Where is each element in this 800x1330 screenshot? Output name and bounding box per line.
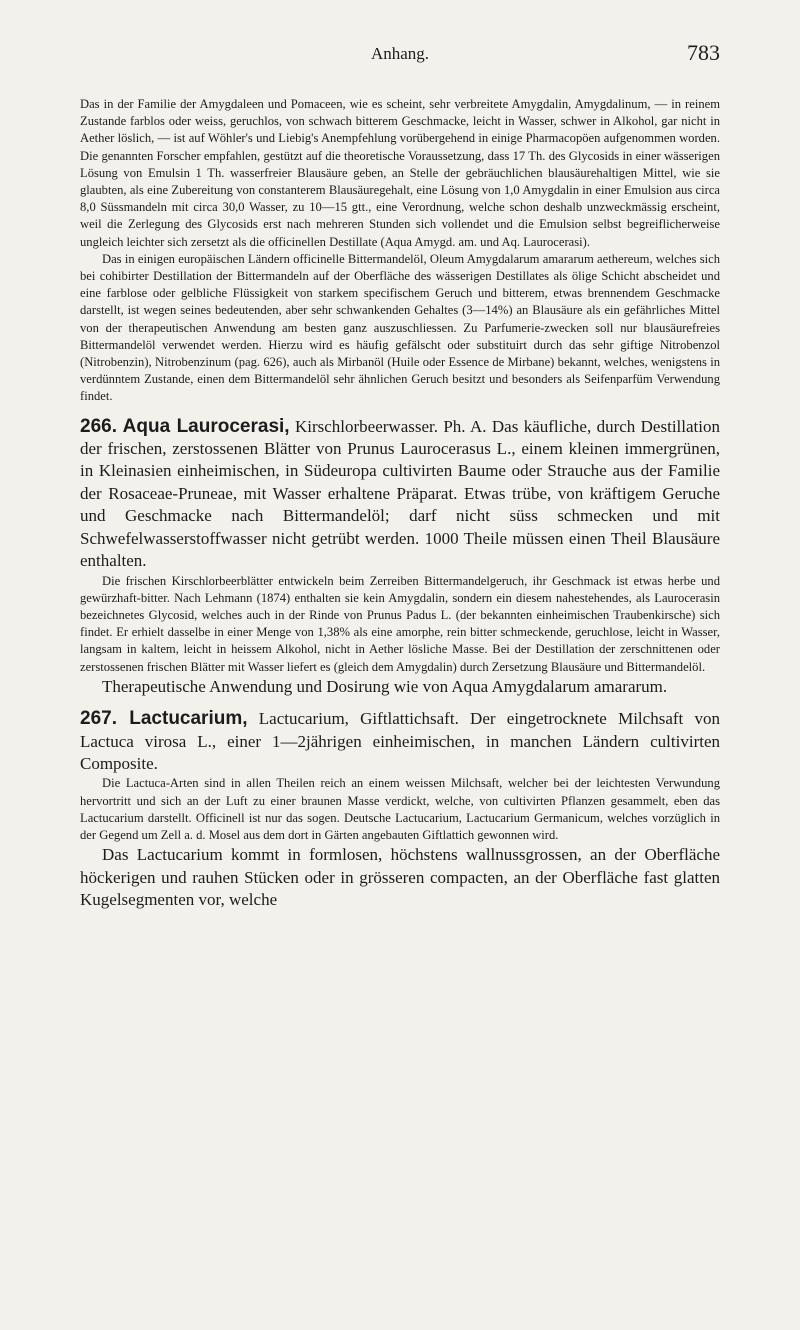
paragraph-lactuca-arten: Die Lactuca-Arten sind in allen Theilen reich an einem weissen Milchsaft, welcher bei der leichtesten Verwundung hervortritt und sich an der Luft zu einer braunen Masse verdickt, welche, von cultivirten Pflanzen gesammelt, eben das Lactucarium darstellt. Officinell ist nur das sogen. Deutsche Lactucarium, Lactucarium Germanicum, welches vorzüglich in der Gegend um Zell a. d. Mosel aus dem dort in Gärten angebauten Giftlattich gewonnen wird. (80, 776, 720, 842)
section-267-heading: 267. Lactucarium, (80, 708, 248, 730)
running-title: Anhang. (370, 44, 430, 63)
section-266-heading: 266. Aqua Laurocerasi, (80, 415, 290, 437)
paragraph-amygdalin: Das in der Familie der Amygdaleen und Pomaceen, wie es scheint, sehr verbreitete Amygdalin, Amygdalinum, — in reinem Zustande farblos oder weiss, geruchlos, von schwach bitterem Geschmacke, leicht in Wasser, schwer in Alkohol, gar nicht in Aether löslich, — ist auf Wöhler's und Liebig's Anempfehlung vorübergehend in einige Pharmacopöen aufgenommen worden. Die genannten Forscher empfahlen, gestützt auf die theoretische Voraussetzung, dass 17 Th. des Glycosids in einer wässerigen Lösung von Emulsin 1 Th. wasserfreier Blausäure geben, an Stelle der gebräuchlichen blausäurehaltigen Mittel, wie sie glaubten, als eine Zubereitung von constanterem Blausäuregehalt, eine Lösung von 1,0 Amygdalin in einer Emulsion aus circa 8,0 Süssmandeln mit circa 30,0 Wasser, zu 10—15 gtt., eine Verordnung, welche schon deshalb unzweckmässig erscheint, weil die Zerlegung des Glycosids erst nach mehreren Stunden sich vollendet und die Emulsion selbst begreiflicherweise ungleich leichter sich zersetzt als die officinellen Destillate (Aqua Amygd. am. und Aq. Laurocerasi). (80, 97, 720, 249)
paragraph-kirschlorbeer: Die frischen Kirschlorbeerblätter entwickeln beim Zerreiben Bittermandelgeruch, ihr Geschmack ist etwas herbe und gewürzhaft-bitter. Nach Lehmann (1874) enthalten sie kein Amygdalin, sondern ein diesem nahestehendes, als Laurocerasin bezeichnetes Glycosid, welches auch in der Rinde von Prunus Padus L. (der bekannten einheimischen Traubenkirsche) sich findet. Er erhielt dasselbe in einer Menge von 1,38% als eine amorphe, rein bitter schmeckende, geruchlose, leicht in Wasser, langsam in kaltem, leicht in heissem Alkohol, nicht in Aether lösliche Masse. Bei der Destillation der zerschnittenen oder zerstossenen frischen Blätter mit Wasser liefert es (gleich dem Amygdalin) durch Zersetzung Blausäure und Bittermandelöl. (80, 573, 720, 674)
section-267-lactucarium (80, 708, 720, 775)
section-266-text: Kirschlorbeerwasser. Ph. A. Das käufliche, durch Destillation der frischen, zerstossenen Blätter von Prunus Laurocerasus L., einem kleinen immergrünen, in Kleinasien einheimischen, in Südeuropa cultivirten Baume oder Strauche aus der Familie der Rosaceae-Pruneae, mit Wasser erhaltene Präparat. Etwas trübe, von kräftigem Geruche und Geschmacke nach Bittermandelöl; darf nicht süss schmecken und mit Schwefelwasserstoffwasser nicht getrübt werden. 1000 Theile müssen einen Theil Blausäure enthalten. (80, 416, 720, 571)
paragraph-bittermandeloel: Das in einigen europäischen Ländern officinelle Bittermandelöl, Oleum Amygdalarum amararum aethereum, welches sich bei cohibirter Destillation der Bittermandeln auf der Oberfläche des wässerigen Destillates als ölige Schicht abscheidet und eine farblose oder gelbliche Flüssigkeit von starkem specifischem Geruch und bitterem, etwas brennendem Geschmacke darstellt, ist wegen seines bedeutenden, aber sehr schwankenden Gehaltes (3—14%) an Blausäure als ein gefährliches Mittel von der therapeutischen Anwendung am besten ganz auszuschliessen. Zu Parfumerie-zwecken soll nur blausäurefreies Bittermandelöl verwendet werden. Hierzu wird es häufig gefälscht oder substituirt durch das sehr giftige Nitrobenzol (Nitrobenzin), Nitrobenzinum (pag. 626), auch als Mirbanöl (Huile oder Essence de Mirbane) bekannt, welches, wenigstens in verdünntem Zustande, einen dem Bittermandelöl sehr ähnlichen Geruch besitzt und besonders als Seifenparfüm Verwendung findet. (80, 251, 720, 404)
paragraph-lactucarium-form: Das Lactucarium kommt in formlosen, höchstens wallnussgrossen, an der Oberfläche höckerigen und rauhen Stücken oder in grösseren compacten, an der Oberfläche fast glatten Kugelsegmenten vor, welche (80, 845, 720, 909)
paragraph-therapeutische-anwendung: Therapeutische Anwendung und Dosirung wie von Aqua Amygdalarum amararum. (102, 676, 668, 696)
page-number: 783 (687, 40, 720, 65)
section-266-aqua-laurocerasi (80, 416, 720, 573)
section-267-text: Lactucarium, Giftlattichsaft. Der eingetrocknete Milchsaft von Lactuca virosa L., einer 1—2jährigen einheimischen, in manchen Ländern cultivirten Composite. (80, 709, 720, 773)
page-body (80, 96, 720, 911)
running-header (80, 40, 720, 66)
